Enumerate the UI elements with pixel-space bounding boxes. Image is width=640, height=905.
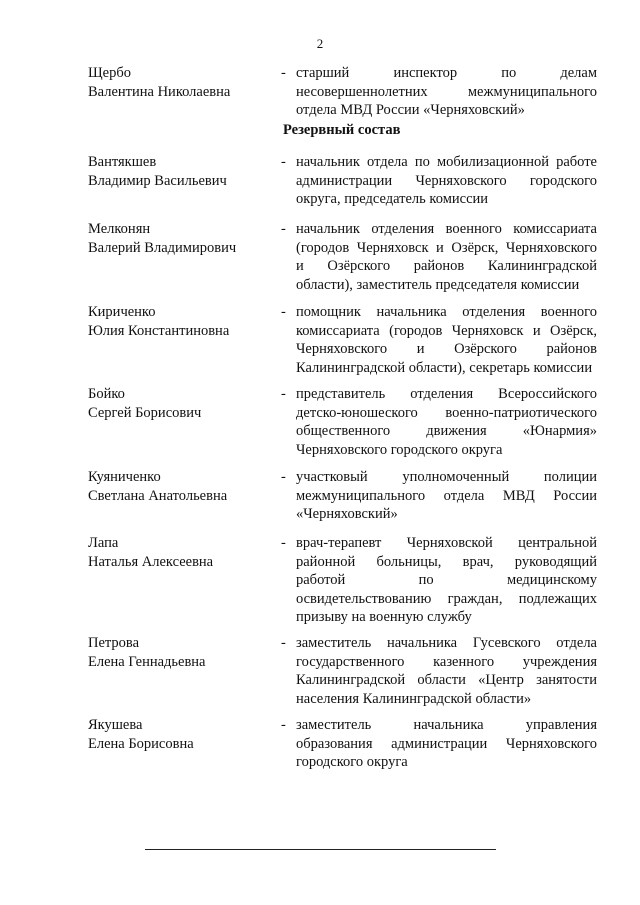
position-line: Черняховского и Озёрского районов (296, 341, 597, 357)
page-number: 2 (316, 36, 324, 51)
entry-dash: - (281, 535, 286, 551)
member-position (296, 534, 597, 627)
member-name (88, 64, 278, 101)
position-line: Калининградской области «Центр занятости (296, 672, 597, 688)
member-position (296, 716, 597, 772)
member-surname: Кириченко (88, 304, 156, 320)
position-line: призыву на военную службу (296, 609, 472, 625)
entry-dash: - (281, 386, 286, 402)
entry-dash: - (281, 635, 286, 651)
member-given-names: Елена Геннадьевна (88, 653, 206, 670)
member-given-names: Юлия Константиновна (88, 322, 230, 339)
footer-divider (145, 849, 496, 850)
position-line: несовершеннолетних межмуниципального (296, 83, 597, 100)
member-name (88, 634, 278, 671)
position-line: населения Калининградской области» (296, 690, 532, 707)
position-line: участковый уполномоченный полиции (296, 469, 597, 485)
member-name (88, 153, 278, 190)
member-given-names: Валерий Владимирович (88, 239, 237, 256)
member-position (296, 468, 597, 524)
position-line: заместитель начальника Гусевского отдела (296, 635, 597, 651)
position-line: районной больницы, врач, руководящий (296, 553, 597, 570)
member-surname: Бойко (88, 386, 125, 402)
position-line: округа, председатель комиссии (296, 191, 489, 207)
position-line: отдела МВД России «Черняховский» (296, 102, 525, 118)
member-given-names: Валентина Николаевна (88, 83, 231, 100)
member-surname: Петрова (88, 635, 140, 651)
entry-dash: - (281, 717, 286, 733)
entry-dash: - (281, 469, 286, 485)
member-name (88, 534, 278, 571)
member-given-names: Наталья Алексеевна (88, 553, 214, 570)
member-position (296, 634, 597, 708)
member-name (88, 385, 278, 422)
entry-dash: - (281, 154, 286, 170)
member-position (296, 385, 597, 459)
member-surname: Вантякшев (88, 154, 157, 170)
position-line: представитель отделения Всероссийского (296, 386, 597, 402)
member-surname: Якушева (88, 717, 143, 733)
position-line: администрации Черняховского городского (296, 172, 597, 189)
position-line: работой по медицинскому (296, 572, 597, 588)
member-given-names: Светлана Анатольевна (88, 487, 228, 504)
position-line: межмуниципального отдела МВД России (296, 487, 597, 504)
entry-dash: - (281, 65, 286, 81)
member-surname: Лапа (88, 535, 119, 551)
position-line: городского округа (296, 754, 408, 770)
entry-dash: - (281, 304, 286, 320)
position-line: комиссариата (городов Черняховск и Озёрск, (296, 322, 597, 339)
member-name (88, 716, 278, 753)
member-surname: Мелконян (88, 221, 151, 237)
position-line: детско-юношеского военно-патриотического (296, 404, 597, 421)
member-position (296, 303, 597, 377)
position-line: области), заместитель председателя комиссии (296, 276, 580, 293)
section-heading: Резервный состав (283, 122, 401, 138)
position-line: старший инспектор по делам (296, 65, 597, 81)
position-line: начальник отдела по мобилизационной работе (296, 154, 597, 170)
position-line: (городов Черняховск и Озёрск, Черняховского (296, 239, 597, 256)
position-line: освидетельствованию граждан, подлежащих (296, 590, 597, 607)
member-position (296, 153, 597, 209)
member-name (88, 220, 278, 257)
position-line: Калининградской области), секретарь комиссии (296, 359, 593, 376)
position-line: Черняховского городского округа (296, 441, 503, 458)
member-position (296, 220, 597, 294)
position-line: врач-терапевт Черняховской центральной (296, 535, 597, 551)
entry-dash: - (281, 221, 286, 237)
position-line: помощник начальника отделения военного (296, 304, 597, 320)
position-line: заместитель начальника управления (296, 717, 597, 733)
member-position (296, 64, 597, 120)
position-line: и Озёрского районов Калининградской (296, 258, 597, 274)
member-surname: Куяниченко (88, 469, 161, 485)
member-surname: Щербо (88, 65, 131, 81)
member-given-names: Елена Борисовна (88, 735, 194, 752)
position-line: начальник отделения военного комиссариата (296, 221, 597, 237)
member-given-names: Сергей Борисович (88, 404, 202, 421)
member-name (88, 468, 278, 505)
position-line: общественного движения «Юнармия» (296, 423, 597, 439)
position-line: «Черняховский» (296, 506, 398, 522)
position-line: образования администрации Черняховского (296, 735, 597, 752)
position-line: государственного казенного учреждения (296, 653, 597, 670)
member-name (88, 303, 278, 340)
member-given-names: Владимир Васильевич (88, 172, 227, 189)
